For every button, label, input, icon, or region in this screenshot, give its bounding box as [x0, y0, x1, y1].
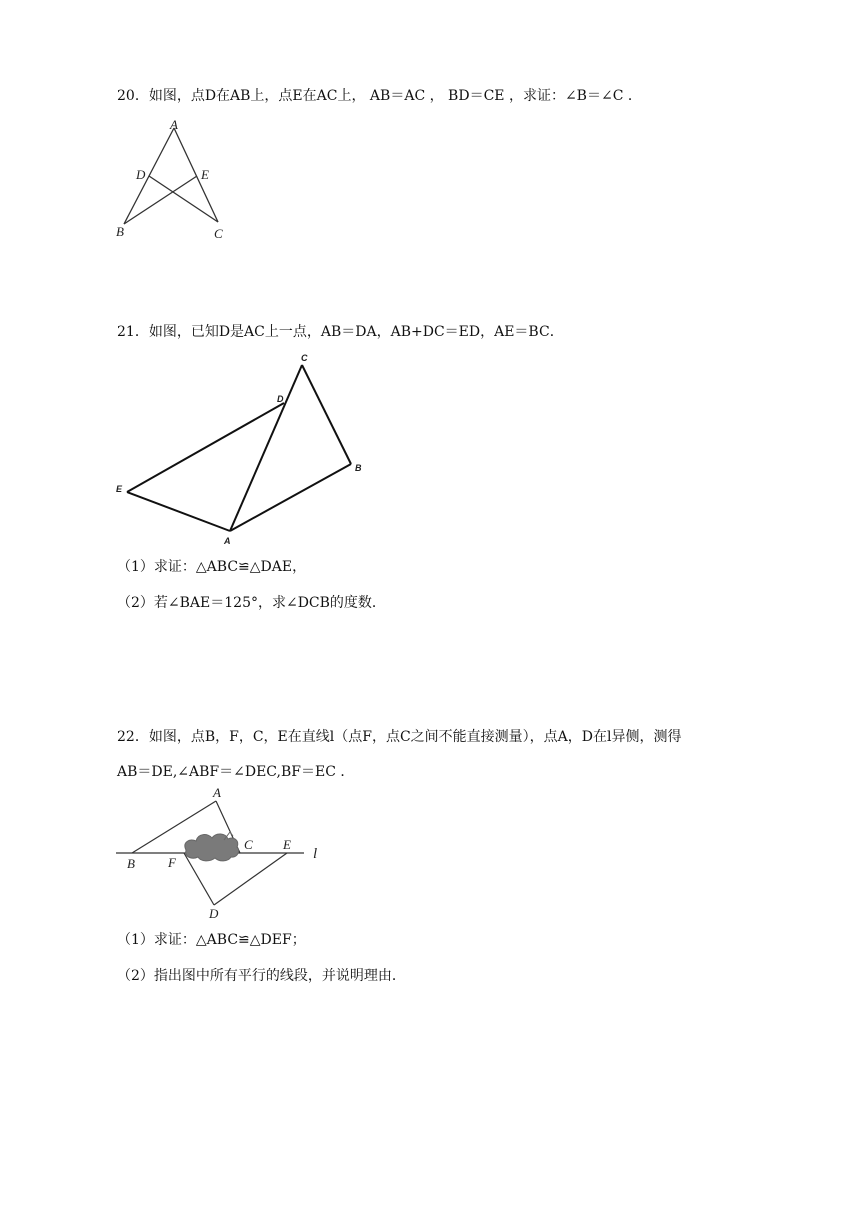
q21-part1: （1）求证：△ABC≌△DAE，: [117, 559, 307, 575]
q20-label-d: D: [136, 167, 146, 182]
q22-label-b: B: [127, 856, 135, 871]
q22-label-c: C: [244, 837, 253, 852]
q20-label-b: B: [116, 224, 124, 239]
q20-stem: 20．如图，点D在AB上，点E在AC上， AB＝AC ， BD＝CE ，求证：∠B＝∠C ．: [117, 88, 642, 104]
q21-label-a: A: [224, 536, 231, 546]
q22-label-l: l: [313, 846, 318, 862]
q22-stem-line1: 22．如图，点B，F，C，E在直线l（点F，点C之间不能直接测量），点A，D在l异侧，测得: [117, 729, 682, 745]
q21-stem: 21．如图，已知D是AC上一点，AB＝DA，AB+DC＝ED，AE＝BC．: [117, 324, 564, 340]
q21-part2: （2）若∠BAE＝125°，求∠DCB的度数．: [117, 595, 386, 611]
q22-label-e: E: [283, 837, 291, 852]
q20-label-c: C: [214, 226, 223, 241]
q21-segment-cb: [302, 365, 351, 464]
q21-label-b: B: [355, 463, 362, 473]
q22-figure: [110, 780, 340, 922]
q21-segment-ac: [230, 365, 302, 531]
q21-segment-ab: [230, 464, 351, 531]
q21-segment-ea: [127, 492, 230, 531]
q20-figure: [110, 112, 240, 242]
q21-label-c: C: [301, 353, 308, 363]
q22-part1: （1）求证：△ABC≌△DEF；: [117, 932, 306, 948]
q22-label-f: F: [168, 855, 176, 870]
q21-segment-ed: [127, 403, 284, 492]
q22-label-d: D: [209, 906, 219, 921]
q20-label-a: A: [170, 117, 178, 132]
q20-label-e: E: [201, 167, 209, 182]
q21-label-d: D: [277, 394, 284, 404]
q22-stem-line2: AB＝DE,∠ABF＝∠DEC,BF＝EC ．: [117, 764, 355, 780]
cloud-icon: [185, 834, 239, 861]
q21-figure: [110, 345, 380, 550]
q22-label-a: A: [213, 785, 221, 800]
q21-label-e: E: [116, 484, 123, 494]
q22-part2: （2）指出图中所有平行的线段，并说明理由．: [117, 968, 406, 984]
